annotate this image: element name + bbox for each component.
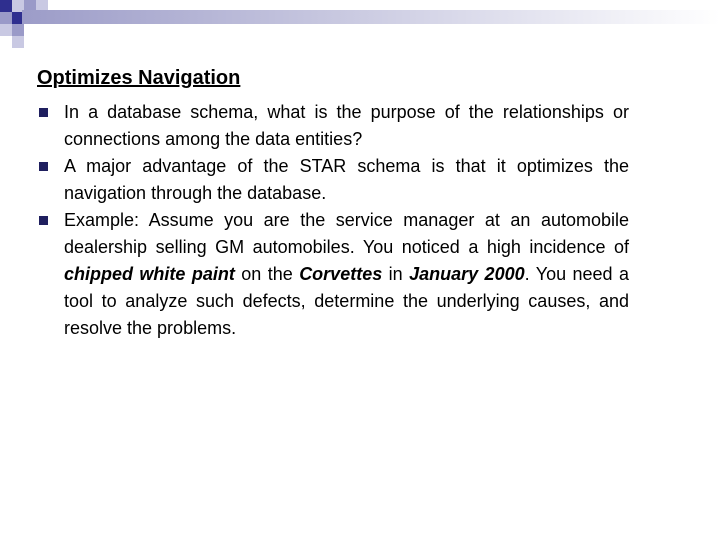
banner-gradient-bar bbox=[22, 10, 720, 24]
emphasis-text: Corvettes bbox=[299, 264, 383, 284]
square-bullet-icon bbox=[39, 108, 48, 117]
emphasis-text: January 2000 bbox=[409, 264, 525, 284]
bullet-list bbox=[37, 99, 629, 342]
bullet-item bbox=[37, 153, 629, 207]
bullet-text: on the bbox=[234, 264, 300, 284]
emphasis-text: chipped white paint bbox=[64, 264, 235, 284]
slide-title: Optimizes Navigation bbox=[37, 67, 241, 89]
banner-square bbox=[0, 12, 12, 24]
bullet-text: A major advantage of the STAR schema is that it optimizes the navigation through the database. bbox=[64, 156, 629, 203]
square-bullet-icon bbox=[39, 216, 48, 225]
bullet-text: . You need a tool to analyze such defects, determine the underlying causes, and resolve the problems. bbox=[64, 264, 629, 338]
banner-square bbox=[0, 0, 12, 12]
square-bullet-icon bbox=[39, 162, 48, 171]
bullet-text: in bbox=[382, 264, 410, 284]
bullet-text: Example: Assume you are the service manager at an automobile dealership selling GM automobiles. You noticed a high incidence of bbox=[64, 210, 629, 257]
bullet-item bbox=[37, 99, 629, 153]
decorative-banner bbox=[0, 0, 720, 48]
bullet-item bbox=[37, 207, 629, 342]
banner-square bbox=[12, 24, 24, 36]
bullet-text: In a database schema, what is the purpose of the relationships or connections among the data entities? bbox=[64, 102, 629, 149]
banner-square bbox=[0, 24, 12, 36]
banner-square bbox=[12, 36, 24, 48]
